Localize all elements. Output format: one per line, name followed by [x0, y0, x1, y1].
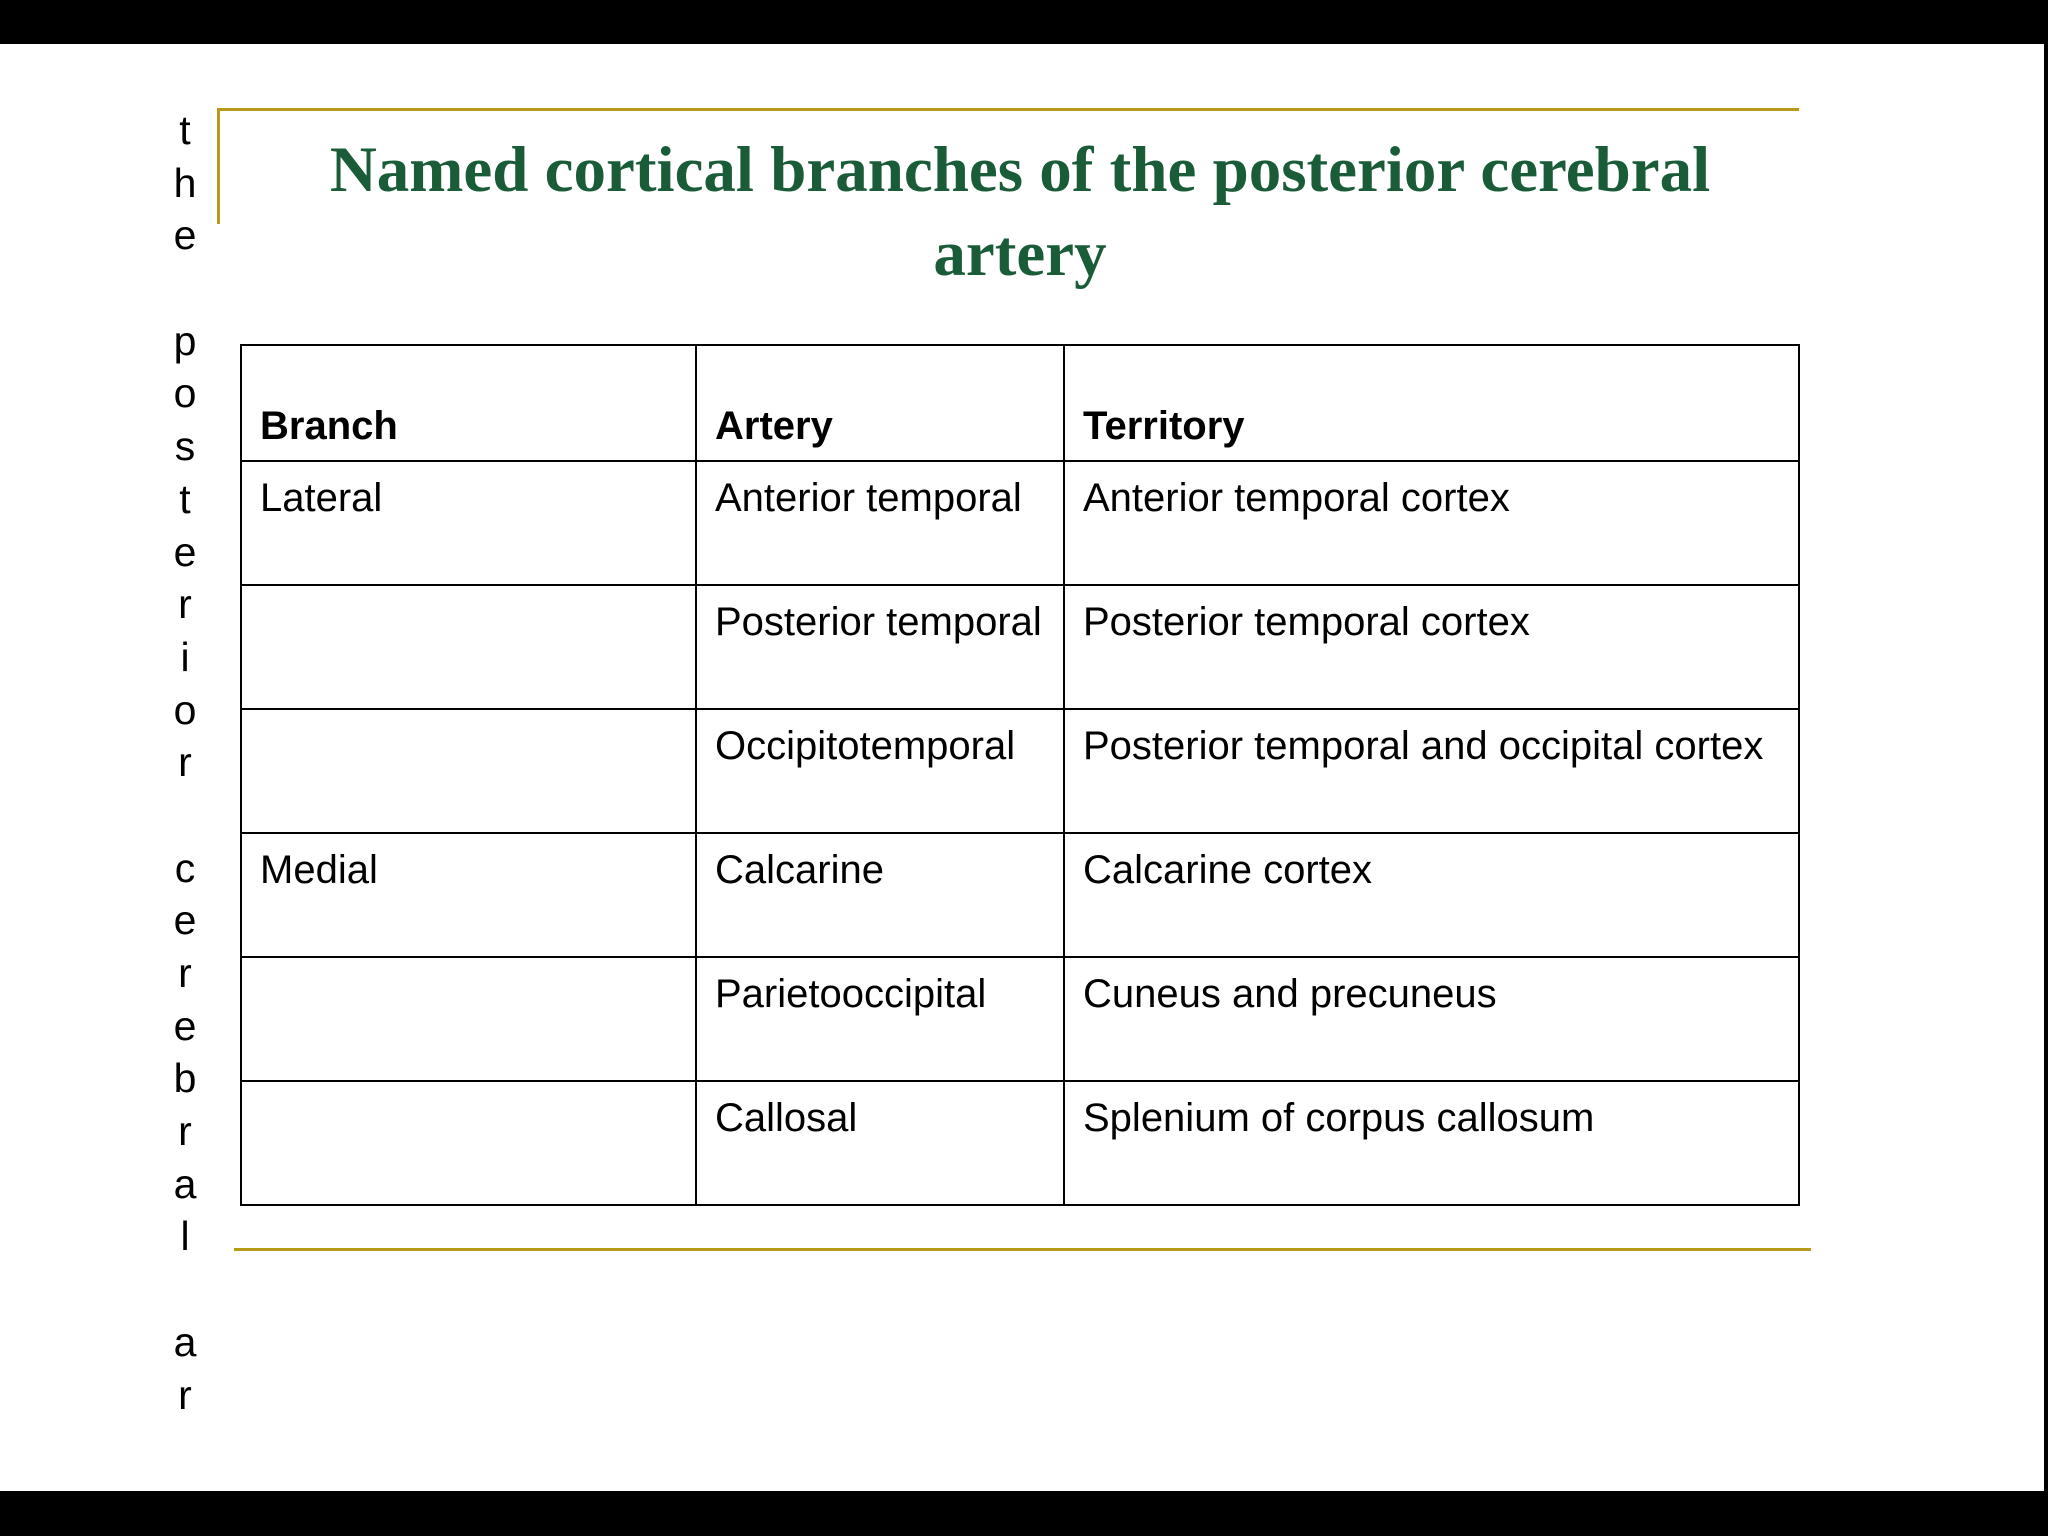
column-header-branch: Branch — [241, 345, 696, 461]
column-header-territory: Territory — [1064, 345, 1799, 461]
artery-cell: Callosal — [696, 1081, 1064, 1205]
table-row — [241, 1081, 1799, 1205]
column-header-artery: Artery — [696, 345, 1064, 461]
side-char: e — [173, 897, 197, 944]
side-char: e — [173, 528, 197, 575]
vertical-side-text — [150, 104, 220, 1420]
right-frame-edge — [2044, 44, 2048, 1491]
side-char — [150, 262, 220, 315]
table-row — [241, 461, 1799, 585]
artery-cell: Occipitotemporal — [696, 709, 1064, 833]
artery-cell: Calcarine — [696, 833, 1064, 957]
side-char: r — [178, 1371, 192, 1418]
territory-cell: Splenium of corpus callosum — [1064, 1081, 1799, 1205]
artery-cell: Posterior temporal — [696, 585, 1064, 709]
side-char: t — [179, 107, 191, 153]
table-row — [241, 709, 1799, 833]
side-char: a — [173, 1318, 197, 1365]
territory-cell: Posterior temporal cortex — [1064, 585, 1799, 709]
side-char: h — [173, 159, 197, 206]
branch-cell — [241, 585, 696, 709]
table-header-row — [241, 345, 1799, 461]
artery-cell: Parietooccipital — [696, 957, 1064, 1081]
footer-rule — [234, 1248, 1811, 1251]
side-char: b — [173, 1055, 197, 1102]
side-char: e — [173, 1002, 197, 1049]
branches-table — [240, 344, 1800, 1206]
side-char: r — [178, 1108, 192, 1155]
title-rule-left — [217, 108, 220, 224]
bottom-letterbox-bar — [0, 1491, 2048, 1536]
side-char: o — [173, 686, 197, 733]
branch-cell — [241, 709, 696, 833]
side-char: t — [179, 475, 191, 522]
table-row — [241, 957, 1799, 1081]
title-rule-top — [218, 108, 1799, 111]
side-char: r — [178, 581, 192, 628]
table-row — [241, 585, 1799, 709]
branch-cell — [241, 957, 696, 1081]
side-char: r — [178, 739, 192, 786]
artery-cell: Anterior temporal — [696, 461, 1064, 585]
side-char: e — [173, 212, 197, 259]
slide-title: Named cortical branches of the posterior cerebral artery — [329, 134, 1711, 290]
side-char: o — [173, 370, 197, 417]
side-char: r — [178, 950, 192, 996]
top-letterbox-bar — [0, 0, 2048, 44]
side-char — [150, 789, 220, 842]
side-char: p — [173, 317, 197, 364]
side-char — [150, 1263, 220, 1316]
branch-cell — [241, 1081, 696, 1205]
side-char: a — [173, 1160, 197, 1207]
territory-cell: Anterior temporal cortex — [1064, 461, 1799, 585]
branch-cell: Lateral — [241, 461, 696, 585]
territory-cell: Calcarine cortex — [1064, 833, 1799, 957]
side-char: c — [174, 844, 196, 891]
side-char: l — [180, 1213, 190, 1260]
side-char: s — [174, 423, 196, 470]
side-char: i — [180, 633, 190, 680]
branch-cell: Medial — [241, 833, 696, 957]
territory-cell: Posterior temporal and occipital cortex — [1064, 709, 1799, 833]
table-row — [241, 833, 1799, 957]
territory-cell: Cuneus and precuneus — [1064, 957, 1799, 1081]
